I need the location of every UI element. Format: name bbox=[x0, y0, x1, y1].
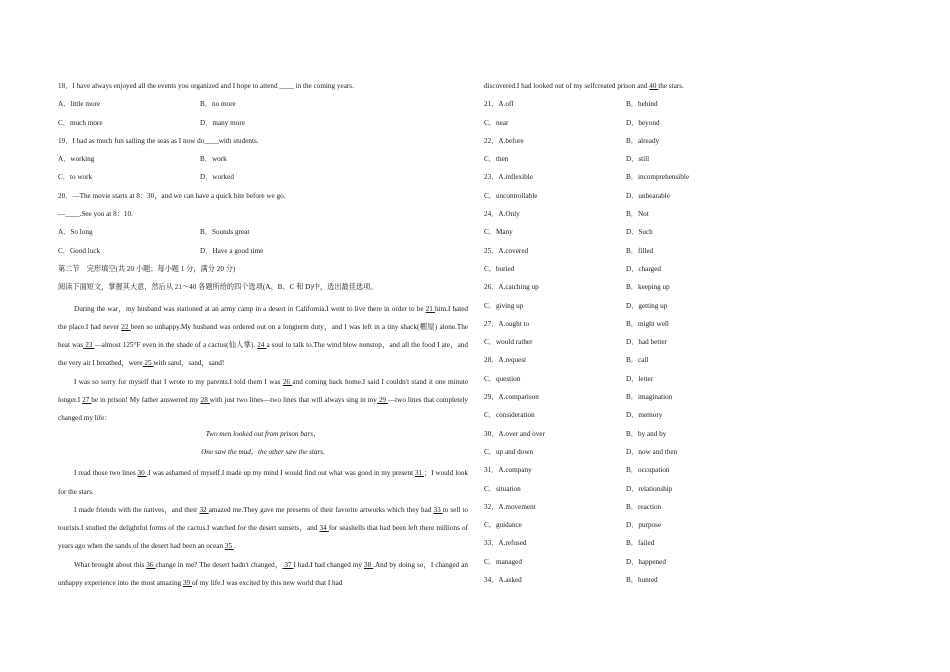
options-row-21 bbox=[484, 117, 894, 135]
option: B．occupation bbox=[626, 466, 670, 475]
option: D．memory bbox=[626, 411, 663, 420]
option: B．reaction bbox=[626, 502, 662, 511]
passage-text: him.I hated the place.I had never bbox=[58, 304, 469, 331]
passage-text: the stars. bbox=[658, 82, 684, 90]
q18-options-row bbox=[58, 98, 468, 116]
passage-paragraph-3 bbox=[58, 464, 468, 501]
option: B．Sounds great bbox=[200, 228, 250, 237]
option: B．failed bbox=[626, 539, 655, 548]
options-row-25 bbox=[484, 245, 894, 263]
q18-options-row bbox=[58, 117, 468, 135]
option: 34．A.asked bbox=[484, 576, 522, 585]
options-row-33 bbox=[484, 556, 894, 574]
poem-line-1: Two men looked out from prison bars， bbox=[205, 429, 321, 438]
blank-26: 26 bbox=[282, 377, 293, 386]
passage-text: amazed me.They gave me presents of their favorite artworks which they had bbox=[208, 505, 434, 514]
right-column bbox=[484, 80, 894, 592]
option: B．filled bbox=[626, 246, 654, 255]
options-row-32 bbox=[484, 501, 894, 519]
option: C．question bbox=[484, 374, 521, 383]
option: C．Many bbox=[484, 228, 513, 237]
passage-text: change in me? The desert hadn't changed， bbox=[155, 560, 283, 569]
poem-line-2: One saw the mud，the other saw the stars. bbox=[201, 447, 325, 456]
option: D．charged bbox=[626, 264, 661, 273]
blank-37: 37 bbox=[282, 560, 294, 569]
passage-text: I had.I had changed my bbox=[293, 560, 364, 569]
option: B．work bbox=[200, 155, 227, 164]
options-row-30 bbox=[484, 428, 894, 446]
options-row-32 bbox=[484, 519, 894, 537]
options-row-30 bbox=[484, 446, 894, 464]
options-row-26 bbox=[484, 281, 894, 299]
option: 32．A.movement bbox=[484, 502, 536, 511]
blank-27: 27 bbox=[82, 396, 92, 405]
option: B．Not bbox=[626, 210, 649, 219]
option: B．hunted bbox=[626, 576, 658, 585]
passage-text: I made friends with the natives，and their bbox=[74, 505, 200, 514]
passage-text: I was so sorry for myself that I wrote to my parents.I told them I was bbox=[74, 377, 283, 386]
passage-paragraph-1 bbox=[58, 300, 468, 373]
option: D．relationship bbox=[626, 484, 673, 493]
options-row-21 bbox=[484, 98, 894, 116]
passage-text: ；I would look for the stars. bbox=[58, 469, 468, 496]
options-row-28 bbox=[484, 373, 894, 391]
option: 31．A.company bbox=[484, 466, 532, 475]
passage-paragraph-2 bbox=[58, 373, 468, 428]
option: 21．A.off bbox=[484, 100, 514, 109]
passage-text: During the war，my husband was stationed at an army camp in a desert in California.I went to live there in order to be bbox=[74, 304, 426, 313]
blank-33: 33 bbox=[433, 505, 443, 514]
option: 24．A.Only bbox=[484, 210, 520, 219]
blank-25: 25 bbox=[142, 359, 154, 368]
option: B．already bbox=[626, 136, 660, 145]
option: A．So long bbox=[58, 228, 93, 237]
option: B．by and by bbox=[626, 429, 667, 438]
blank-22: 22 bbox=[121, 322, 131, 331]
options-row-28 bbox=[484, 354, 894, 372]
passage-text: been so unhappy.My husband was ordered out on a longterm duty，and I was left in a tiny shack(棚屋) alone.The heat was bbox=[58, 322, 468, 350]
option: C．guidance bbox=[484, 521, 522, 530]
blank-24: 24 bbox=[257, 341, 267, 350]
blank-29: 29 bbox=[376, 396, 388, 405]
option: 27．A.ought to bbox=[484, 319, 530, 328]
option: D．Have a good time bbox=[200, 246, 264, 255]
question-20-reply: —____.See you at 8：10. bbox=[58, 210, 133, 219]
passage-text: and coming back home.I said I couldn't stand it one minute longer.I bbox=[58, 377, 469, 405]
passage-text: . bbox=[233, 542, 236, 551]
option: B．imagination bbox=[626, 393, 673, 402]
option: C．uncontrollable bbox=[484, 191, 538, 200]
option: C．then bbox=[484, 155, 509, 164]
option: C．to work bbox=[58, 173, 93, 182]
options-row-34 bbox=[484, 574, 894, 592]
section-title: 第二节 完形填空(共 20 小题；每小题 1 分，满分 20 分) bbox=[58, 264, 236, 273]
option: 23．A.inflexible bbox=[484, 173, 533, 182]
blank-39: 39 bbox=[182, 579, 192, 588]
left-column bbox=[58, 80, 468, 592]
option: C．Good luck bbox=[58, 246, 101, 255]
option: D．letter bbox=[626, 374, 654, 383]
options-row-22 bbox=[484, 153, 894, 171]
passage-text: .I was ashamed of myself.I made up my mind I would find out what was good in my present bbox=[146, 469, 415, 478]
option: C．much more bbox=[58, 118, 103, 127]
blank-31: 31 bbox=[414, 469, 424, 478]
blank-38: 38 bbox=[364, 560, 374, 569]
options-row-29 bbox=[484, 391, 894, 409]
passage-text: a soul to talk to.The wind blew nonstop，and all the food I ate，and the very air I breathed，were bbox=[58, 341, 468, 368]
q20-options-row bbox=[58, 226, 468, 244]
blank-34: 34 bbox=[319, 524, 329, 533]
q20-options-row bbox=[58, 245, 468, 263]
options-row-31 bbox=[484, 483, 894, 501]
option: D．many more bbox=[200, 118, 245, 127]
option: A．working bbox=[58, 155, 95, 164]
blank-30: 30 bbox=[137, 469, 147, 478]
options-row-26 bbox=[484, 300, 894, 318]
option: C．would rather bbox=[484, 338, 533, 347]
options-row-27 bbox=[484, 336, 894, 354]
option: D．still bbox=[626, 155, 650, 164]
blank-28: 28 bbox=[200, 396, 210, 405]
passage-paragraph-4 bbox=[58, 501, 468, 556]
option: D．Such bbox=[626, 228, 653, 237]
passage-text: with just two lines—two lines that will always sing in my bbox=[209, 396, 377, 405]
option: 26．A.catching up bbox=[484, 283, 539, 292]
option: C．situation bbox=[484, 484, 521, 493]
passage-text: to sell to tourists.I studied the delightful forms of the cactus.I watched for the desert sunsets，and bbox=[58, 505, 469, 533]
blank-23: 23 bbox=[83, 341, 95, 350]
option: D．unbearable bbox=[626, 191, 670, 200]
options-row-23 bbox=[484, 190, 894, 208]
option: 29．A.comparison bbox=[484, 393, 539, 402]
q19-options-row bbox=[58, 171, 468, 189]
option: 25．A.covered bbox=[484, 246, 529, 255]
option: D．worked bbox=[200, 173, 234, 182]
option: B．behind bbox=[626, 100, 658, 109]
passage-text: with sand，sand，sand! bbox=[153, 359, 225, 368]
blank-21: 21 bbox=[425, 304, 435, 313]
option: B．no more bbox=[200, 100, 236, 109]
blank-32: 32 bbox=[199, 505, 209, 514]
option: C．giving up bbox=[484, 301, 524, 310]
blank-35: 35 bbox=[224, 542, 234, 551]
option: 22．A.before bbox=[484, 136, 524, 145]
options-row-23 bbox=[484, 171, 894, 189]
passage-text: I read those two lines bbox=[74, 469, 138, 478]
passage-text: —two lines that completely changed my life： bbox=[58, 396, 469, 423]
option: C．up and down bbox=[484, 447, 534, 456]
options-row-25 bbox=[484, 263, 894, 281]
blank-40: 40 bbox=[649, 82, 659, 90]
option: 28．A.request bbox=[484, 356, 527, 365]
option: A．little more bbox=[58, 100, 101, 109]
passage-text: .And by doing so，I changed an unhappy experience into the most amazing bbox=[58, 560, 469, 588]
passage-text: discovered.I had looked out of my selfcreated prison and bbox=[484, 82, 650, 90]
passage-text: of my life.I was excited by this new world that I had bbox=[191, 579, 343, 588]
option: B．call bbox=[626, 356, 649, 365]
passage-continuation bbox=[484, 80, 894, 98]
option: B．incomprehensible bbox=[626, 173, 690, 182]
option: D．happened bbox=[626, 557, 666, 566]
option: 33．A.refused bbox=[484, 539, 527, 548]
options-row-29 bbox=[484, 409, 894, 427]
q19-options-row bbox=[58, 153, 468, 171]
instructions: 阅读下面短文，掌握其大意，然后从 21～40 各题所给的四个选项(A、B、C 和 D)中，选出最佳选项。 bbox=[58, 283, 378, 292]
passage-text: —almost 125°F even in the shade of a cactus(仙人掌). bbox=[94, 341, 258, 350]
passage-text: be in prison! My father answered my bbox=[91, 396, 201, 405]
options-row-22 bbox=[484, 135, 894, 153]
options-list bbox=[484, 98, 894, 592]
passage-text: for seashells that had been left there millions of years ago when the sands of the desert had been an ocean bbox=[58, 524, 468, 551]
option: D．beyond bbox=[626, 118, 660, 127]
option: C．managed bbox=[484, 557, 522, 566]
option: 30．A.over and over bbox=[484, 429, 545, 438]
option: D．now and then bbox=[626, 447, 678, 456]
passage-text: What brought about this bbox=[74, 560, 147, 569]
options-row-27 bbox=[484, 318, 894, 336]
option: B．keeping up bbox=[626, 283, 670, 292]
question-20: 20．—The movie starts at 8：30，and we can have a quick bite before we go. bbox=[58, 191, 286, 200]
options-row-24 bbox=[484, 208, 894, 226]
option: D．getting up bbox=[626, 301, 668, 310]
blank-36: 36 bbox=[146, 560, 156, 569]
passage-paragraph-5 bbox=[58, 556, 468, 593]
option: C．near bbox=[484, 118, 509, 127]
option: B．might well bbox=[626, 319, 669, 328]
option: C．consideration bbox=[484, 411, 535, 420]
question-19: 19．I had as much fun sailing the seas as I now do____with students. bbox=[58, 136, 259, 145]
options-row-33 bbox=[484, 537, 894, 555]
option: D．purpose bbox=[626, 521, 662, 530]
options-row-31 bbox=[484, 464, 894, 482]
options-row-24 bbox=[484, 226, 894, 244]
question-18: 18．I have always enjoyed all the events you organized and I hope to attend ____ in the coming years. bbox=[58, 82, 354, 90]
option: C．buried bbox=[484, 264, 515, 273]
option: D．had better bbox=[626, 338, 667, 347]
